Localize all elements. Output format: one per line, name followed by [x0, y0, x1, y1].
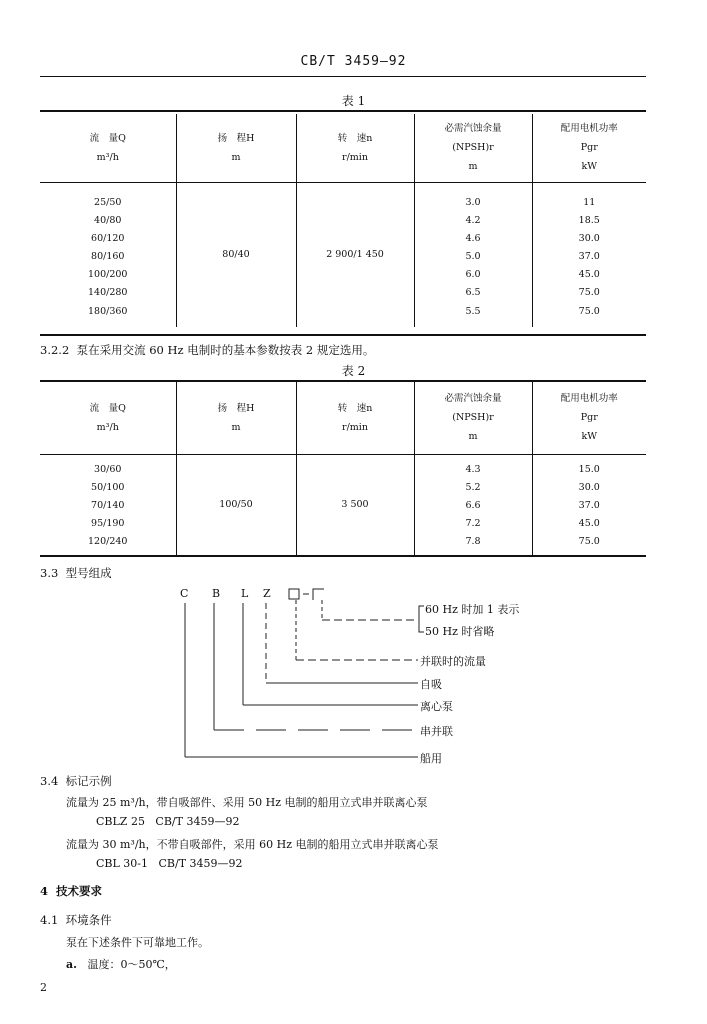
label-freq-50: 50 Hz 时省略: [425, 625, 495, 638]
label-series-parallel: 串并联: [420, 725, 453, 738]
table2-speed-value: 3 500: [296, 454, 414, 555]
model-letter-b: B: [212, 587, 221, 600]
section-4-1-text: 泵在下述条件下可靠地工作。: [66, 936, 209, 949]
freq-bracket: [419, 606, 424, 632]
table2-col-head: 扬 程H m: [176, 382, 296, 454]
table2-col-npsh: 必需汽蚀余量 (NPSH)r m: [414, 382, 532, 454]
table1-col-speed: 转 速n r/min: [296, 114, 414, 182]
table1-col-npsh: 必需汽蚀余量 (NPSH)r m: [414, 114, 532, 182]
para-3-2-2: 3.2.2 泵在采用交流 60 Hz 电制时的基本参数按表 2 规定选用。: [40, 343, 375, 357]
section-3-3-heading: 3.3 型号组成: [40, 566, 112, 580]
model-letter-z: Z: [263, 587, 271, 600]
label-parallel-flow: 并联时的流量: [420, 655, 486, 668]
table1-col-head: 扬 程H m: [176, 114, 296, 182]
table1-title: 表 1: [341, 94, 366, 108]
section-3-4-heading: 3.4 标记示例: [40, 774, 112, 788]
item-a: a. 温度：0～50℃，: [66, 958, 176, 971]
table1-flows: 25/50 40/80 60/120 80/160 100/200 140/280 180/360: [88, 196, 128, 317]
example2-code: CBL 30-1 CB/T 3459—92: [96, 857, 243, 870]
table2-col-flow: 流 量Q m³/h: [89, 402, 126, 433]
table1-power: 11 18.5 30.0 37.0 45.0 75.0 75.0: [532, 182, 646, 327]
table1-npsh: 3.0 4.2 4.6 5.0 6.0 6.5 5.5: [414, 182, 532, 327]
model-freq-box: [313, 589, 324, 600]
table1-col-flow: 流 量Q m³/h: [89, 132, 126, 163]
table2-col-power: 配用电机功率 Pgr kW: [532, 382, 646, 454]
label-self-priming: 自吸: [420, 678, 442, 691]
table2-col-speed: 转 速n r/min: [296, 382, 414, 454]
label-centrifugal: 离心泵: [420, 700, 453, 713]
section-4-1-heading: 4.1 环境条件: [40, 913, 112, 927]
model-flow-box: [289, 589, 299, 599]
table2-flows: 30/60 50/100 70/140 95/190 120/240: [88, 463, 128, 548]
document-header: CB/T 3459—92: [300, 54, 407, 69]
table1-speed-value: 2 900/1 450: [296, 182, 414, 327]
example1-text: 流量为 25 m³/h，带自吸部件、采用 50 Hz 电制的船用立式串并联离心泵: [66, 796, 428, 809]
model-letter-c: C: [180, 587, 189, 600]
example2-text: 流量为 30 m³/h，不带自吸部件，采用 60 Hz 电制的船用立式串并联离心泵: [66, 838, 439, 851]
table1-head-value: 80/40: [176, 182, 296, 327]
table2-title: 表 2: [341, 364, 366, 378]
model-letter-l: L: [241, 587, 249, 600]
section-4-heading: 4 技术要求: [40, 884, 103, 898]
label-marine: 船用: [420, 752, 442, 765]
table2-power: 15.0 30.0 37.0 45.0 75.0: [532, 454, 646, 555]
table1-col-power: 配用电机功率 Pgr kW: [532, 114, 646, 182]
label-freq-60: 60 Hz 时加 1 表示: [425, 603, 520, 616]
table2-head-value: 100/50: [176, 454, 296, 555]
example1-code: CBLZ 25 CB/T 3459—92: [96, 815, 240, 828]
table2-npsh: 4.3 5.2 6.6 7.2 7.8: [414, 454, 532, 555]
page-number: 2: [40, 981, 47, 994]
